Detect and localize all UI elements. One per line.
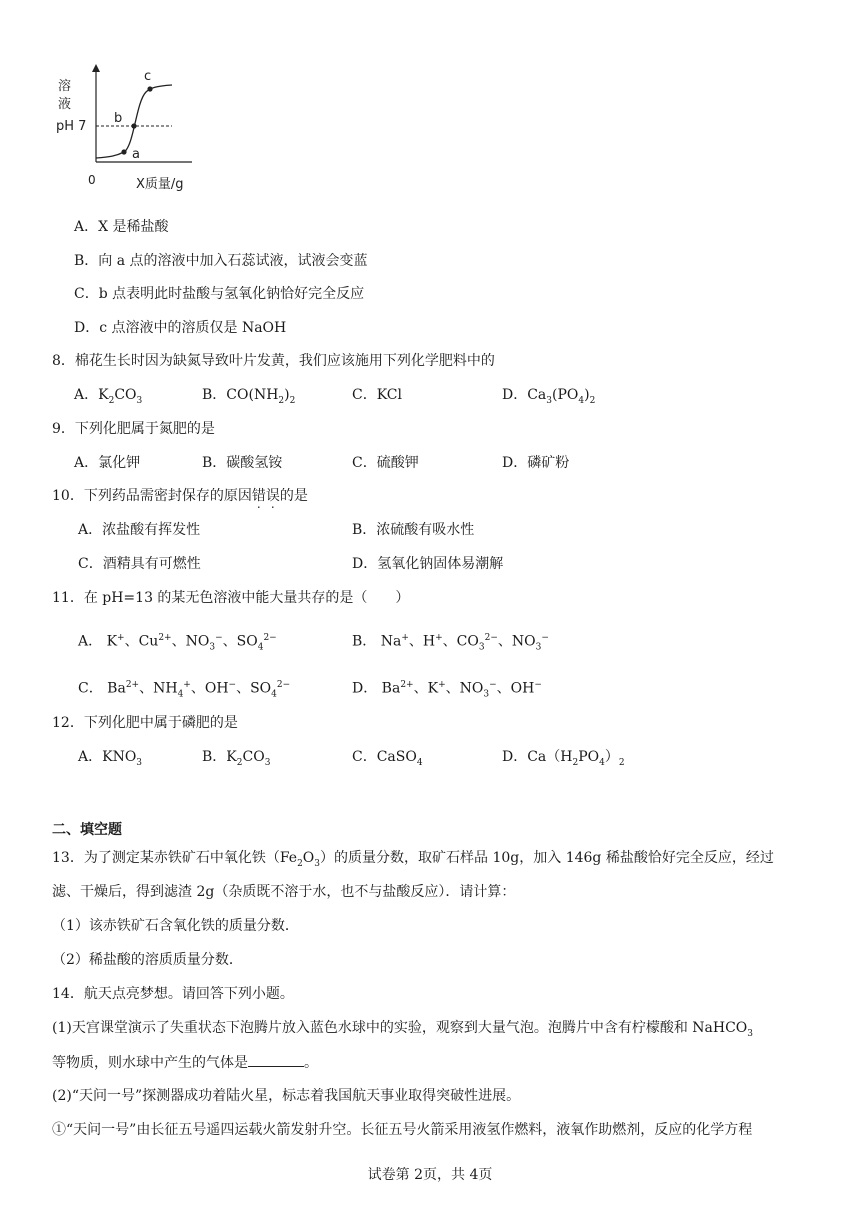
q14-p1-line1: (1)天宫课堂演示了失重状态下泡腾片放入蓝色水球中的实验，观察到大量气泡。泡腾片中含有柠檬酸和 NaHCO$_3$ (52, 1020, 754, 1039)
q13-line1: 13．为了测定某赤铁矿石中氧化铁$(Fe_2O_3)$的质量分数，取矿石样品 10g，加入 146g 稀盐酸恰好完全反应，经过 (52, 850, 774, 869)
y-label-2: 液 (58, 97, 72, 112)
page-footer: 试卷第 2页，共 4页 (367, 1167, 493, 1183)
q12-option-d: D．$Ca(H_2PO_4)_2$ (502, 749, 625, 768)
q9-stem: 9．下列化肥属于氮肥的是 (52, 421, 215, 437)
ph-curve-graph (52, 62, 202, 197)
q8-option-a: A．$K_2CO_3$ (74, 387, 143, 406)
q11-option-c: C． $Ba^{2+}$、$NH_4^+$、OH−、$SO_4^{2-}$ (78, 680, 291, 700)
q9-option-b: B．碳酸氢铵 (202, 455, 283, 471)
origin-label: 0 (88, 173, 96, 187)
q9-option-c: C．硫酸钾 (352, 455, 419, 471)
q9-option-d: D．磷矿粉 (502, 455, 570, 471)
q11-stem: 11．在 pH=13 的某无色溶液中能大量共存的是（ ） (52, 590, 410, 606)
q7-option-a: A．X 是稀盐酸 (74, 219, 169, 235)
q10-option-b: B．浓硫酸有吸水性 (352, 522, 475, 538)
q11-option-a: A． K+、$Cu^{2+}$、$NO_3^-$、$SO_4^{2-}$ (78, 633, 277, 653)
section-heading: 二、填空题 (52, 822, 122, 838)
q11-option-d: D． $Ba^{2+}$、K+、$NO_3^-$、OH− (352, 680, 542, 700)
q12-option-c: C．CaSO$_4$ (352, 749, 423, 768)
q13-line2: 滤、干燥后，得到滤渣 2g（杂质既不溶于水，也不与盐酸反应）．请计算： (52, 884, 516, 900)
q14-stem: 14．航天点亮梦想。请回答下列小题。 (52, 986, 294, 1002)
point-c-label: c (144, 69, 152, 84)
y-label-1: 溶 (58, 79, 72, 94)
q9-option-a: A．氯化钾 (74, 455, 141, 471)
q10-option-c: C．酒精具有可燃性 (78, 556, 201, 572)
q14-p2: (2)“天问一号”探测器成功着陆火星，标志着我国航天事业取得突破性进展。 (52, 1088, 521, 1104)
q10-option-d: D．氢氧化钠固体易潮解 (352, 556, 504, 572)
q10-option-a: A．浓盐酸有挥发性 (78, 522, 201, 538)
q14-p3: ①“天问一号”由长征五号遥四运载火箭发射升空。长征五号火箭采用液氢作燃料，液氧作助燃剂，反应的化学方程 (52, 1122, 753, 1138)
q10-stem: 10．下列药品需密封保存的原因错误的是 (52, 488, 308, 504)
q14-p1-line2: 等物质，则水球中产生的气体是 。 (52, 1052, 318, 1073)
q8-stem: 8．棉花生长时因为缺氮导致叶片发黄，我们应该施用下列化学肥料中的 (52, 353, 495, 369)
answer-blank[interactable] (248, 1052, 304, 1067)
q8-option-d: D．$Ca_3(PO_4)_2$ (502, 387, 596, 406)
q7-option-c: C．b 点表明此时盐酸与氢氧化钠恰好完全反应 (74, 286, 365, 302)
q12-option-b: B．$K_2CO_3$ (202, 749, 271, 768)
q13-sub1: （1）该赤铁矿石含氧化铁的质量分数． (52, 918, 299, 934)
y-label-3: pH 7 (56, 119, 87, 134)
q7-option-b: B．向 a 点的溶液中加入石蕊试液，试液会变蓝 (74, 253, 368, 269)
point-b-marker (131, 123, 136, 128)
point-a-label: a (132, 147, 140, 162)
q8-option-b: B．$CO(NH_2)_2$ (202, 387, 296, 406)
q11-option-b: B． Na+、H+、$CO_3^{2-}$、$NO_3^-$ (352, 633, 549, 653)
point-c-marker (147, 86, 152, 91)
q12-stem: 12．下列化肥中属于磷肥的是 (52, 715, 238, 731)
point-b-label: b (114, 111, 123, 126)
q12-option-a: A．$KNO_3$ (78, 749, 143, 768)
y-axis-arrow (92, 64, 100, 72)
q7-option-d: D．c 点溶液中的溶质仅是 NaOH (74, 320, 287, 336)
q13-sub2: （2）稀盐酸的溶质质量分数． (52, 952, 243, 968)
point-a-marker (121, 149, 126, 154)
x-label: X质量/g (136, 177, 184, 192)
q8-option-c: C．KCl (352, 387, 402, 403)
